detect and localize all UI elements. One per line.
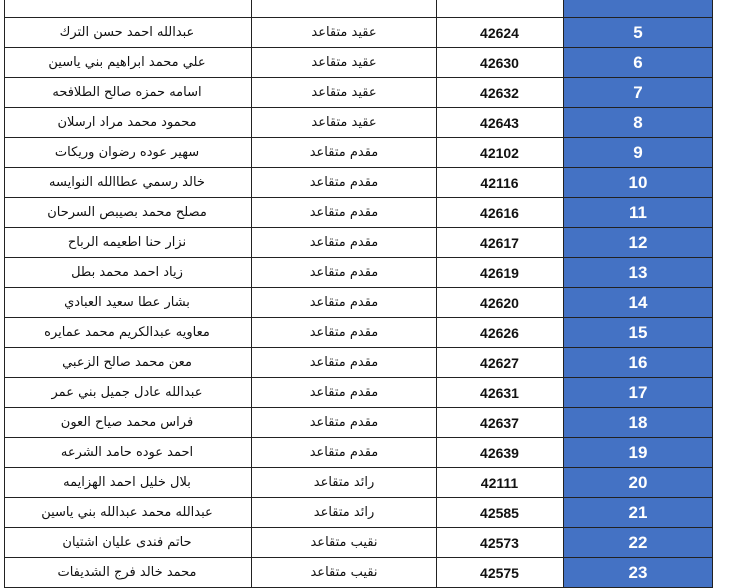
name-cell: فراس محمد صياح العون (60, 415, 194, 430)
name-cell: احمد عوده حامد الشرعه (60, 445, 194, 460)
table-row (0, 528, 738, 558)
index-cell: 18 (564, 408, 712, 438)
index-cell: 13 (564, 258, 712, 288)
index-cell: 16 (564, 348, 712, 378)
rank-cell: مقدم متقاعد (309, 325, 379, 340)
name-cell: بشار عطا سعيد العبادي (64, 295, 190, 310)
military-number-cell: 42102 (480, 145, 519, 161)
name-cell: بلال خليل احمد الهزايمه (63, 475, 191, 490)
table-row (0, 78, 738, 108)
table-row (0, 288, 738, 318)
rank-cell: مقدم متقاعد (309, 265, 379, 280)
military-number-cell: 42624 (480, 25, 519, 41)
index-cell: 19 (564, 438, 712, 468)
name-cell: معاويه عبدالكريم محمد عمايره (44, 325, 210, 340)
name-cell: حاتم فندى عليان اشتيان (62, 535, 192, 550)
military-number-cell: 42632 (480, 85, 519, 101)
column-divider (4, 0, 5, 588)
index-cell: 17 (564, 378, 712, 408)
rank-cell: عقيد متقاعد (311, 85, 377, 100)
name-cell: علي محمد ابراهيم بني ياسين (48, 55, 206, 70)
military-number-cell: 42619 (480, 265, 519, 281)
military-number-cell: 42643 (480, 115, 519, 131)
column-divider (712, 0, 713, 588)
name-cell: نزار حنا اطعيمه الرباح (67, 235, 187, 250)
column-divider (436, 0, 437, 588)
index-cell: 10 (564, 168, 712, 198)
rank-cell: نقيب متقاعد (310, 535, 378, 550)
table-row (0, 468, 738, 498)
rank-cell: مقدم متقاعد (309, 295, 379, 310)
rank-cell: نقيب متقاعد (310, 565, 378, 580)
table-row (0, 408, 738, 438)
rank-cell: مقدم متقاعد (309, 205, 379, 220)
rank-cell (252, 0, 436, 18)
rank-cell: مقدم متقاعد (309, 415, 379, 430)
military-number-cell: 42627 (480, 355, 519, 371)
index-cell: 9 (564, 138, 712, 168)
name-cell: محمد خالد فرج الشديفات (57, 565, 197, 580)
military-number-cell: 42111 (480, 475, 519, 491)
rank-cell: مقدم متقاعد (309, 385, 379, 400)
military-number-cell: 42637 (480, 415, 519, 431)
table-row (0, 48, 738, 78)
table-row (0, 0, 738, 18)
military-number-cell: 42639 (480, 445, 519, 461)
name-cell: خالد رسمي عطاالله النوايسه (49, 175, 205, 190)
index-cell: 7 (564, 78, 712, 108)
index-cell (564, 0, 712, 18)
rank-cell: مقدم متقاعد (309, 355, 379, 370)
index-cell: 5 (564, 18, 712, 48)
table-row (0, 498, 738, 528)
military-number-cell: 42626 (480, 325, 519, 341)
military-number-cell: 42575 (480, 565, 519, 581)
index-cell: 15 (564, 318, 712, 348)
military-number-cell: 42631 (480, 385, 519, 401)
rank-cell: مقدم متقاعد (309, 145, 379, 160)
name-cell: معن محمد صالح الزعبي (62, 355, 192, 370)
military-number-cell (437, 0, 562, 18)
rank-cell: مقدم متقاعد (309, 235, 379, 250)
rank-cell: عقيد متقاعد (311, 25, 377, 40)
index-cell: 6 (564, 48, 712, 78)
table-row (0, 318, 738, 348)
index-cell: 20 (564, 468, 712, 498)
index-cell: 11 (564, 198, 712, 228)
rank-cell: مقدم متقاعد (309, 445, 379, 460)
rank-cell: رائد متقاعد (313, 505, 375, 520)
column-divider (563, 0, 564, 588)
table-row (0, 258, 738, 288)
index-cell: 14 (564, 288, 712, 318)
rank-cell: عقيد متقاعد (311, 115, 377, 130)
table-row (0, 348, 738, 378)
table-row (0, 558, 738, 588)
rank-cell: عقيد متقاعد (311, 55, 377, 70)
name-cell: عبدالله احمد حسن الترك (59, 25, 195, 40)
military-number-cell: 42616 (480, 205, 519, 221)
rank-cell: مقدم متقاعد (309, 175, 379, 190)
name-cell: سهير عوده رضوان وريكات (54, 145, 200, 160)
table-row (0, 138, 738, 168)
table-row (0, 378, 738, 408)
military-number-cell: 42620 (480, 295, 519, 311)
table-row (0, 198, 738, 228)
index-cell: 23 (564, 558, 712, 588)
index-cell: 12 (564, 228, 712, 258)
table-row (0, 168, 738, 198)
name-cell: عبدالله محمد عبدالله بني ياسين (41, 505, 213, 520)
index-cell: 21 (564, 498, 712, 528)
military-number-cell: 42630 (480, 55, 519, 71)
name-cell: اسامه حمزه صالح الطلافحه (52, 85, 202, 100)
table-row (0, 228, 738, 258)
military-number-cell: 42116 (480, 175, 519, 191)
table-row (0, 18, 738, 48)
column-divider (251, 0, 252, 588)
name-cell: عبدالله عادل جميل بني عمر (51, 385, 203, 400)
name-cell: محمود محمد مراد ارسلان (57, 115, 197, 130)
index-cell: 8 (564, 108, 712, 138)
name-cell: مصلح محمد بصيبص السرحان (47, 205, 207, 220)
name-cell (4, 0, 250, 18)
table-row (0, 108, 738, 138)
military-number-cell: 42617 (480, 235, 519, 251)
military-number-cell: 42573 (480, 535, 519, 551)
rank-cell: رائد متقاعد (313, 475, 375, 490)
name-cell: زياد احمد محمد بطل (71, 265, 183, 280)
military-number-cell: 42585 (480, 505, 519, 521)
index-cell: 22 (564, 528, 712, 558)
table-row (0, 438, 738, 468)
